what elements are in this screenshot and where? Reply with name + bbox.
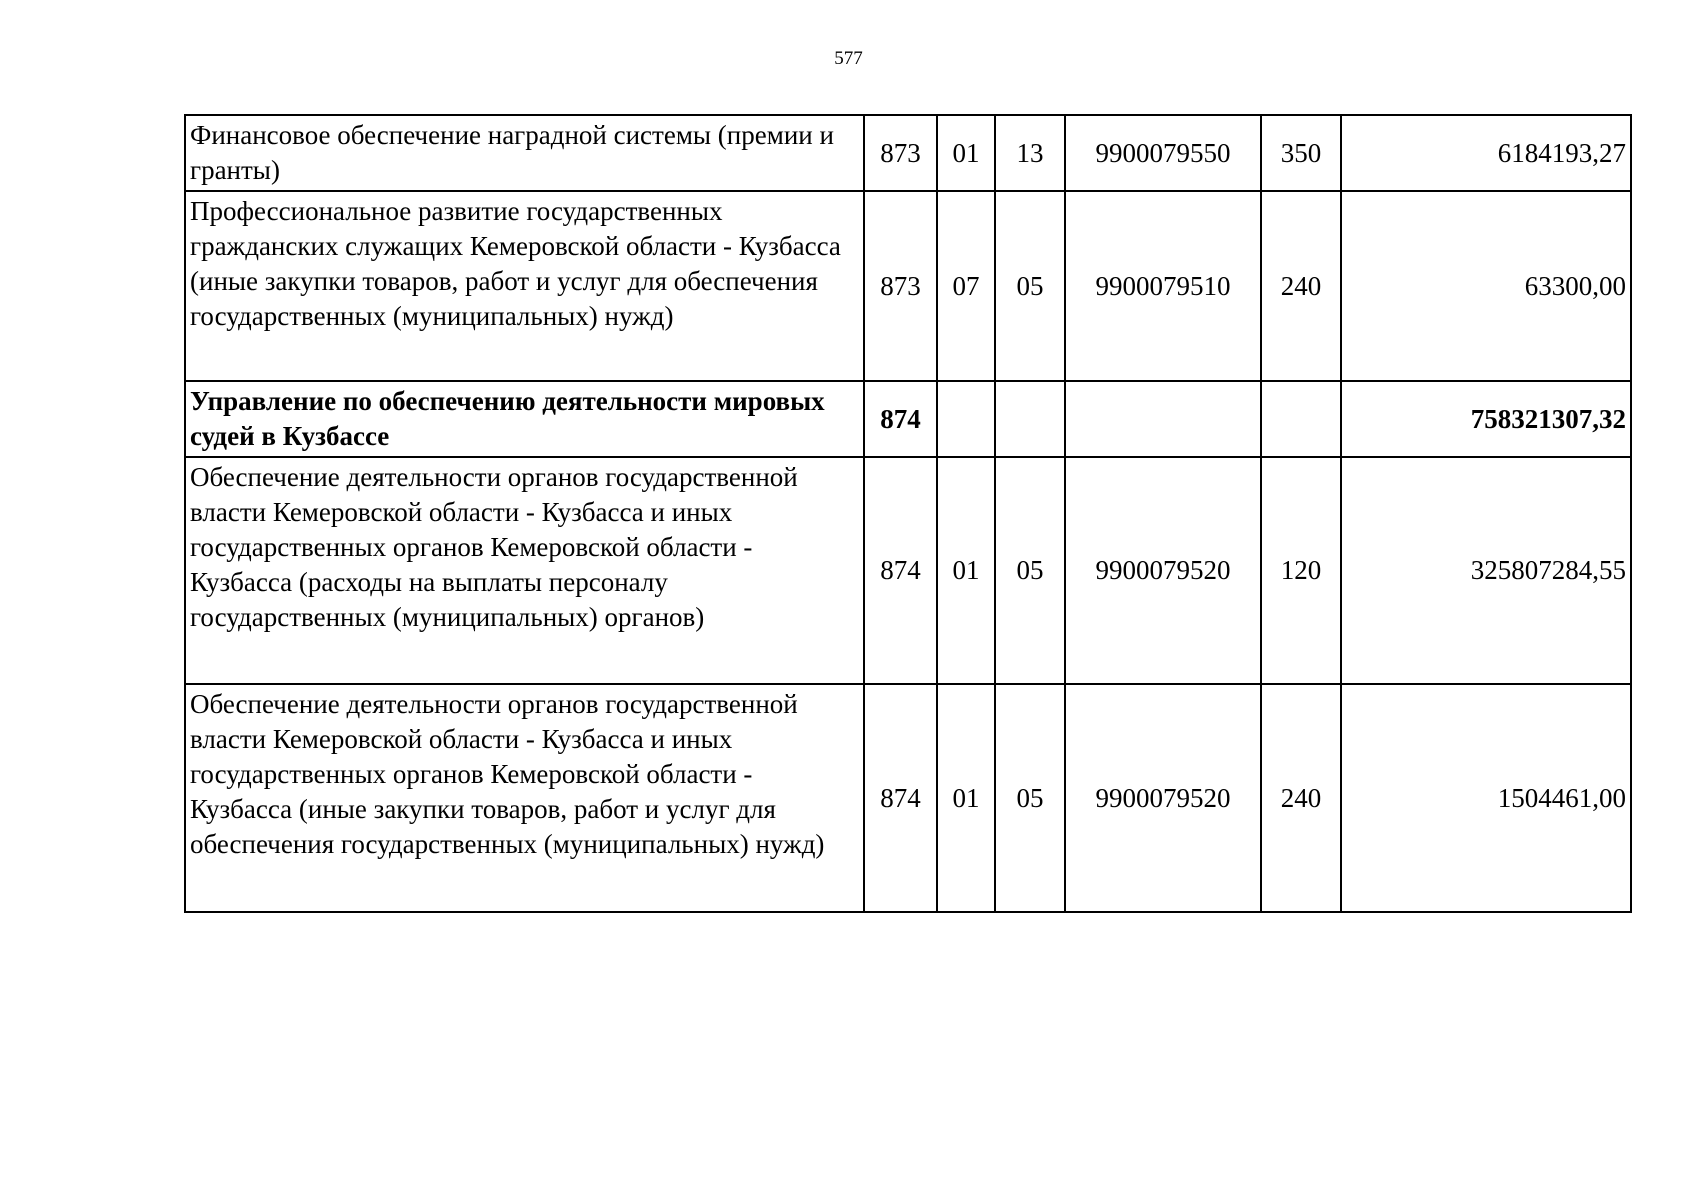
section-cell xyxy=(937,381,995,457)
table-row xyxy=(185,115,1631,191)
budget-table xyxy=(184,114,1632,913)
item-name-cell: Обеспечение деятельности органов государственной власти Кемеровской области - Кузбасса и иных государственных органов Кемеровской области - Кузбасса (иные закупки товаров, работ и услуг для обеспечения государственных (муниципальных) нужд) xyxy=(185,684,864,912)
amount-cell: 758321307,32 xyxy=(1341,381,1631,457)
expense-type-cell: 350 xyxy=(1261,115,1341,191)
department-code-cell: 874 xyxy=(864,684,937,912)
target-article-cell xyxy=(1065,381,1261,457)
expense-type-cell: 240 xyxy=(1261,191,1341,381)
amount-cell: 1504461,00 xyxy=(1341,684,1631,912)
subsection-cell: 05 xyxy=(995,191,1065,381)
table-row xyxy=(185,457,1631,684)
department-code-cell: 873 xyxy=(864,115,937,191)
table-row xyxy=(185,684,1631,912)
subsection-cell xyxy=(995,381,1065,457)
section-cell: 01 xyxy=(937,457,995,684)
department-code-cell: 873 xyxy=(864,191,937,381)
expense-type-cell: 240 xyxy=(1261,684,1341,912)
item-name-cell: Профессиональное развитие государственных гражданских служащих Кемеровской области - Кузбасса (иные закупки товаров, работ и услуг для обеспечения государственных (муниципальных) нужд) xyxy=(185,191,864,381)
section-cell: 01 xyxy=(937,684,995,912)
section-cell: 01 xyxy=(937,115,995,191)
expense-type-cell xyxy=(1261,381,1341,457)
section-cell: 07 xyxy=(937,191,995,381)
amount-cell: 325807284,55 xyxy=(1341,457,1631,684)
target-article-cell: 9900079550 xyxy=(1065,115,1261,191)
table-row xyxy=(185,191,1631,381)
item-name-cell: Обеспечение деятельности органов государственной власти Кемеровской области - Кузбасса и иных государственных органов Кемеровской области - Кузбасса (расходы на выплаты персоналу государственных (муниципальных) органов) xyxy=(185,457,864,684)
expense-type-cell: 120 xyxy=(1261,457,1341,684)
amount-cell: 6184193,27 xyxy=(1341,115,1631,191)
page-number: 577 xyxy=(834,48,863,69)
subsection-cell: 13 xyxy=(995,115,1065,191)
item-name-cell: Управление по обеспечению деятельности мировых судей в Кузбассе xyxy=(185,381,864,457)
target-article-cell: 9900079520 xyxy=(1065,457,1261,684)
table-row-department-total xyxy=(185,381,1631,457)
item-name-cell: Финансовое обеспечение наградной системы (премии и гранты) xyxy=(185,115,864,191)
subsection-cell: 05 xyxy=(995,457,1065,684)
department-code-cell: 874 xyxy=(864,457,937,684)
target-article-cell: 9900079510 xyxy=(1065,191,1261,381)
department-code-cell: 874 xyxy=(864,381,937,457)
target-article-cell: 9900079520 xyxy=(1065,684,1261,912)
subsection-cell: 05 xyxy=(995,684,1065,912)
amount-cell: 63300,00 xyxy=(1341,191,1631,381)
